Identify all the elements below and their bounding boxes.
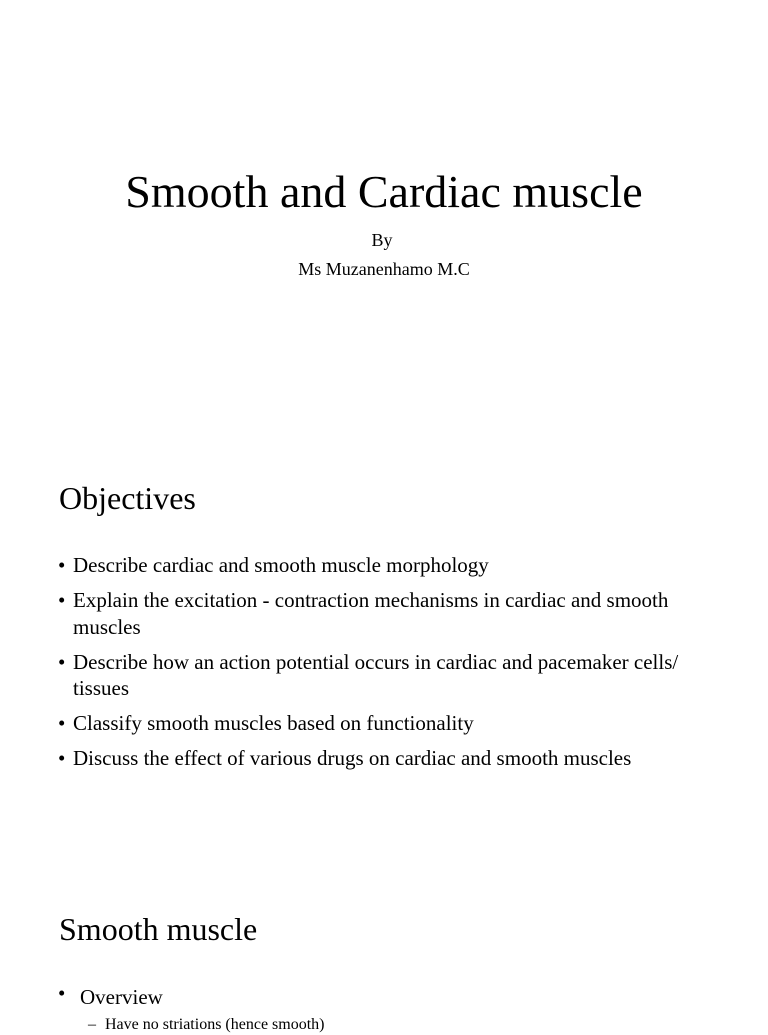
list-item <box>58 587 718 640</box>
list-item <box>58 649 718 702</box>
title-slide <box>0 0 768 432</box>
list-item <box>58 981 163 1010</box>
smooth-muscle-heading: Smooth muscle <box>59 911 258 947</box>
list-item <box>58 710 718 737</box>
bullet-icon: • <box>58 649 66 674</box>
presentation-title: Smooth and Cardiac muscle <box>125 166 643 217</box>
bullet-icon: • <box>58 588 66 612</box>
list-item <box>58 552 718 579</box>
objective-text: Discuss the effect of various drugs on cardiac and smooth muscles <box>73 746 632 770</box>
objective-text: Explain the excitation - contraction mechanisms in cardiac and smooth muscles <box>73 588 669 639</box>
bullet-icon: • <box>58 981 66 1005</box>
objective-text: Describe cardiac and smooth muscle morphology <box>73 553 489 577</box>
overview-text: Overview <box>80 985 163 1009</box>
smooth-muscle-slide <box>0 864 768 1033</box>
sub-bullet-text: Have no striations (hence smooth) <box>105 1016 325 1033</box>
objective-text: Describe how an action potential occurs in cardiac and pacemaker cells/ tissues <box>73 649 679 700</box>
bullet-icon: • <box>58 711 66 735</box>
objectives-slide <box>0 432 768 864</box>
list-item <box>58 745 718 772</box>
dash-icon: – <box>88 1016 96 1033</box>
objectives-list <box>58 552 718 780</box>
bullet-icon: • <box>58 746 66 770</box>
objectives-heading: Objectives <box>59 480 196 516</box>
subtitle-by: By <box>371 230 393 250</box>
objective-text: Classify smooth muscles based on functionality <box>73 711 474 735</box>
subtitle-author: Ms Muzanenhamo M.C <box>298 259 470 279</box>
sub-list-item <box>88 1015 325 1035</box>
bullet-icon: • <box>58 553 66 577</box>
